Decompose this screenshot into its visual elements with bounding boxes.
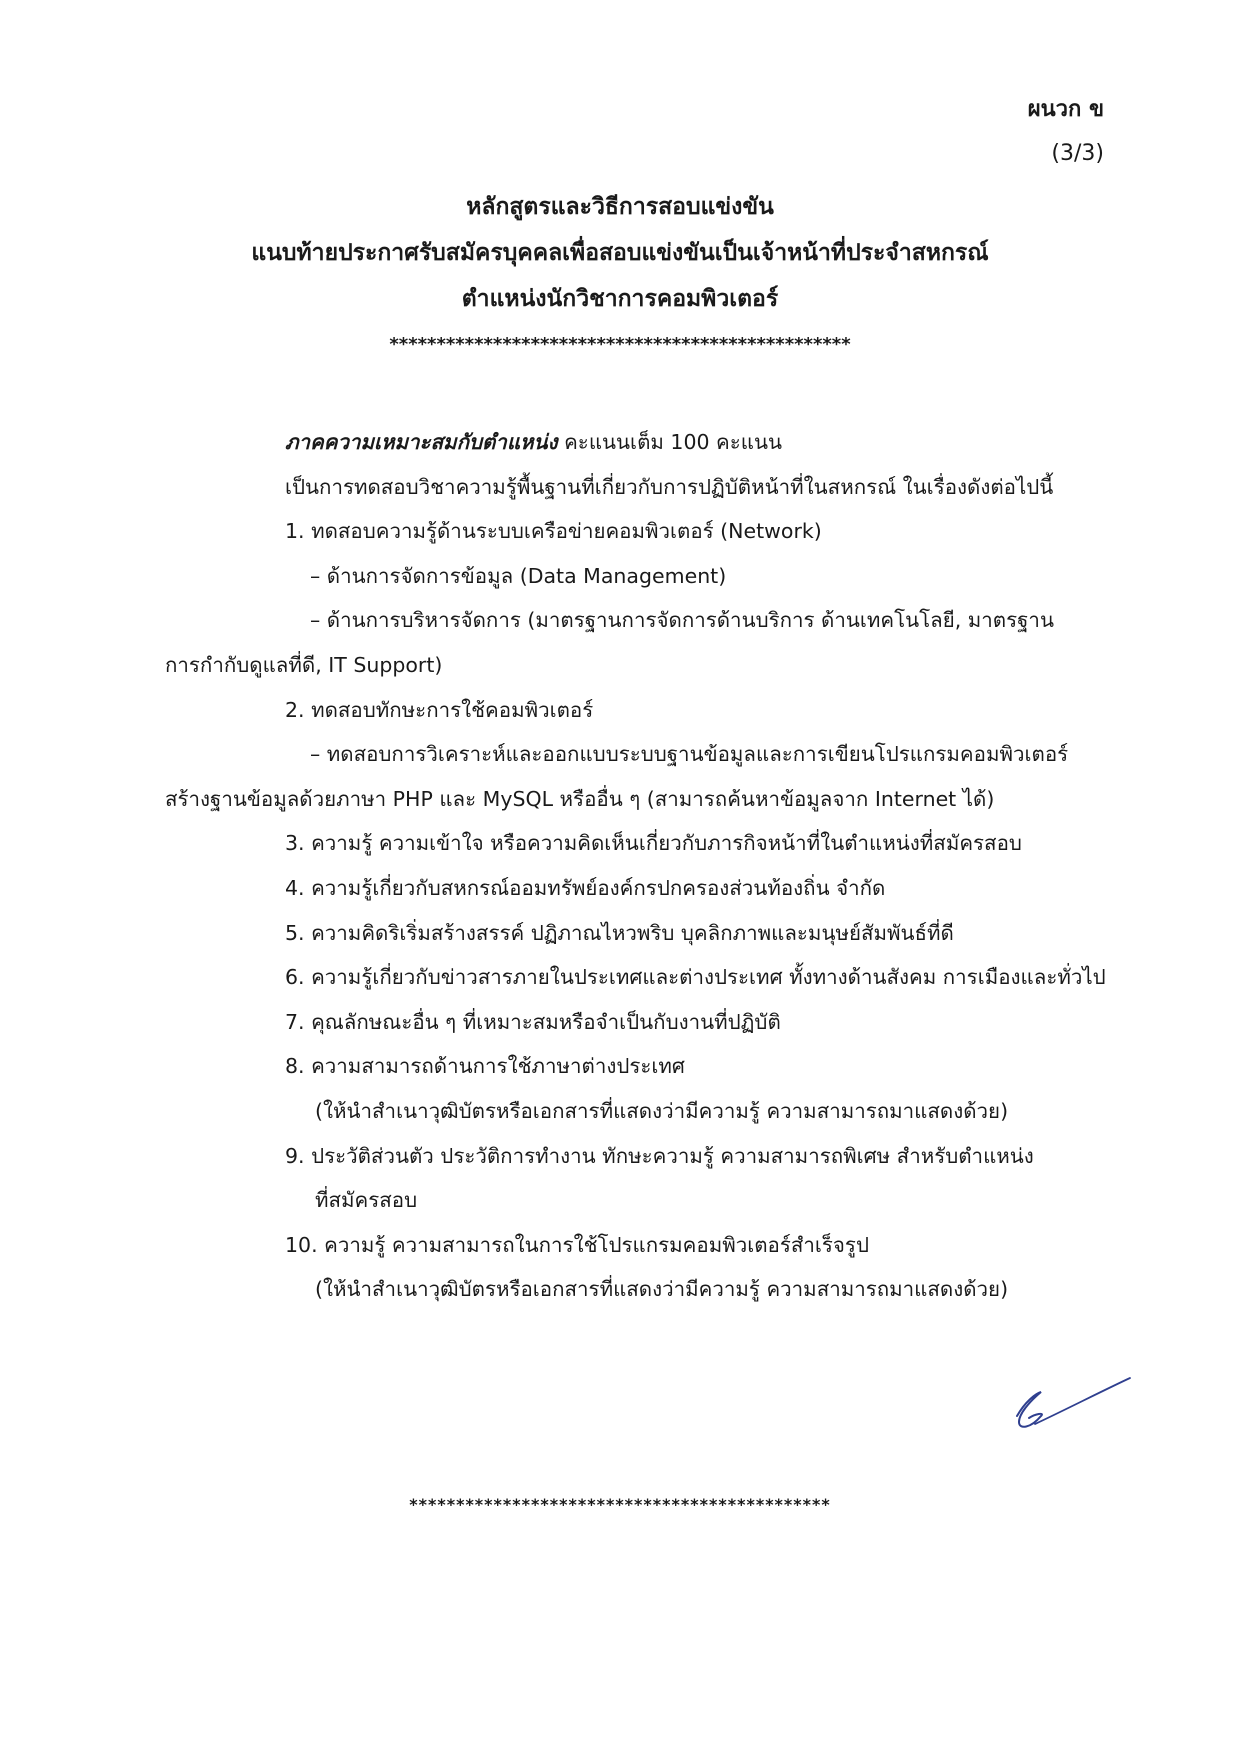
item-3: 3. ความรู้ ความเข้าใจ หรือความคิดเห็นเกี่ยวกับภารกิจหน้าที่ในตำแหน่งที่สมัครสอบ bbox=[285, 831, 1022, 856]
item-2a-line-2: สร้างฐานข้อมูลด้วยภาษา PHP และ MySQL หรืออื่น ๆ (สามารถค้นหาข้อมูลจาก Internet ได้) bbox=[165, 786, 995, 811]
footer-separator: ********************************************* bbox=[409, 1495, 831, 1514]
title-line-1: หลักสูตรและวิธีการสอบแข่งขัน bbox=[466, 194, 774, 220]
item-9-line-1: 9. ประวัติส่วนตัว ประวัติการทำงาน ทักษะความรู้ ความสามารถพิเศษ สำหรับตำแหน่ง bbox=[285, 1143, 1034, 1168]
item-6: 6. ความรู้เกี่ยวกับข่าวสารภายในประเทศและต่างประเทศ ทั้งทางด้านสังคม การเมืองและทั่วไป bbox=[285, 965, 1106, 990]
signature-mark bbox=[1005, 1372, 1135, 1442]
item-7: 7. คุณลักษณะอื่น ๆ ที่เหมาะสมหรือจำเป็นกับงานที่ปฏิบัติ bbox=[285, 1009, 781, 1034]
item-1a: – ด้านการจัดการข้อมูล (Data Management) bbox=[310, 563, 727, 588]
document-body bbox=[165, 420, 1110, 1312]
section-score: คะแนนเต็ม 100 คะแนน bbox=[557, 430, 783, 454]
section-intro: เป็นการทดสอบวิชาความรู้พื้นฐานที่เกี่ยวกับการปฏิบัติหน้าที่ในสหกรณ์ ในเรื่องดังต่อไปนี้ bbox=[285, 474, 1054, 499]
item-5: 5. ความคิดริเริ่มสร้างสรรค์ ปฏิภาณไหวพริบ บุคลิกภาพและมนุษย์สัมพันธ์ที่ดี bbox=[285, 920, 954, 945]
item-10a: (ให้นำสำเนาวุฒิบัตรหรือเอกสารที่แสดงว่ามีความรู้ ความสามารถมาแสดงด้วย) bbox=[315, 1277, 1009, 1302]
item-1b-line-2: การกำกับดูแลที่ดี, IT Support) bbox=[165, 652, 443, 677]
item-1b-line-1: – ด้านการบริหารจัดการ (มาตรฐานการจัดการด้านบริการ ด้านเทคโนโลยี, มาตรฐาน bbox=[310, 608, 1054, 633]
title-separator: ************************************************* bbox=[389, 334, 851, 355]
section-heading-line bbox=[165, 420, 1110, 465]
item-9-line-2: ที่สมัครสอบ bbox=[315, 1188, 418, 1213]
item-1: 1. ทดสอบความรู้ด้านระบบเครือข่ายคอมพิวเตอร์ (Network) bbox=[285, 519, 822, 544]
title-line-2: แนบท้ายประกาศรับสมัครบุคคลเพื่อสอบแข่งขันเป็นเจ้าหน้าที่ประจำสหกรณ์ bbox=[251, 240, 989, 266]
item-8a: (ให้นำสำเนาวุฒิบัตรหรือเอกสารที่แสดงว่ามีความรู้ ความสามารถมาแสดงด้วย) bbox=[315, 1098, 1009, 1123]
item-2a-line-1: – ทดสอบการวิเคราะห์และออกแบบระบบฐานข้อมูลและการเขียนโปรแกรมคอมพิวเตอร์ bbox=[310, 742, 1069, 767]
item-10: 10. ความรู้ ความสามารถในการใช้โปรแกรมคอมพิวเตอร์สำเร็จรูป bbox=[285, 1232, 869, 1257]
page-number: (3/3) bbox=[1051, 141, 1104, 166]
item-4: 4. ความรู้เกี่ยวกับสหกรณ์ออมทรัพย์องค์กรปกครองส่วนท้องถิ่น จำกัด bbox=[285, 875, 886, 900]
title-line-3: ตำแหน่งนักวิชาการคอมพิวเตอร์ bbox=[461, 286, 779, 312]
section-heading: ภาคความเหมาะสมกับตำแหน่ง bbox=[285, 430, 558, 454]
item-2: 2. ทดสอบทักษะการใช้คอมพิวเตอร์ bbox=[285, 697, 594, 722]
appendix-label: ผนวก ข bbox=[1027, 97, 1104, 122]
item-8: 8. ความสามารถด้านการใช้ภาษาต่างประเทศ bbox=[285, 1054, 685, 1079]
document-title bbox=[0, 184, 1240, 368]
appendix-header bbox=[1028, 88, 1104, 176]
